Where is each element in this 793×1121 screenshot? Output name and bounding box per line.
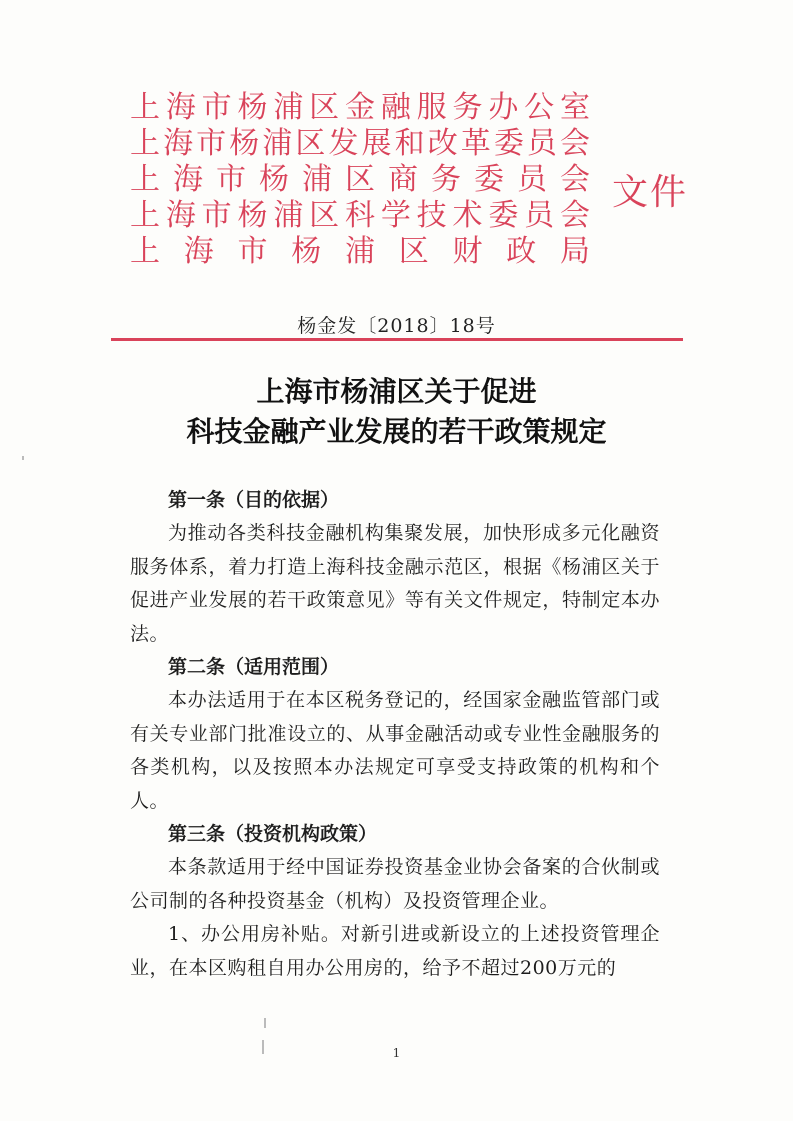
red-divider-line <box>111 338 683 341</box>
issuer-line: 上海市杨浦区商务委员会 <box>130 162 590 197</box>
issuer-line: 上海市杨浦区科学技术委员会 <box>130 198 590 233</box>
scan-mark <box>264 1018 266 1028</box>
title-line-2: 科技金融产业发展的若干政策规定 <box>186 415 607 448</box>
article-heading: 第三条（投资机构政策） <box>168 823 378 846</box>
document-label: 文件 <box>612 172 689 213</box>
article-paragraph: 本办法适用于在本区税务登记的，经国家金融监管部门或有关专业部门批准设立的、从事金融活动或专业性金融服务的各类机构，以及按照本办法规定可享受支持政策的机构和个人。 <box>130 689 660 812</box>
article-heading: 第二条（适用范围） <box>168 656 340 679</box>
article-paragraph: 为推动各类科技金融机构集聚发展，加快形成多元化融资服务体系，着力打造上海科技金融示范区，根据《杨浦区关于促进产业发展的若干政策意见》等有关文件规定，特制定本办法。 <box>130 522 660 645</box>
scan-mark <box>22 456 24 460</box>
issuer-line: 上海市杨浦区金融服务办公室 <box>130 90 590 125</box>
document-body <box>130 484 660 985</box>
issuer-block <box>130 90 590 270</box>
issuer-line: 上海市杨浦区发展和改革委员会 <box>130 126 590 161</box>
article-paragraph: 1、办公用房补贴。对新引进或新设立的上述投资管理企业，在本区购租自用办公用房的，给予不超过200万元的 <box>130 923 660 979</box>
article-heading: 第一条（目的依据） <box>168 489 340 511</box>
document-title <box>0 372 793 452</box>
page-number: 1 <box>392 1046 401 1060</box>
scan-mark <box>262 1040 264 1054</box>
article-paragraph: 本条款适用于经中国证券投资基金业协会备案的合伙制或公司制的各种投资基金（机构）及投资管理企业。 <box>130 856 660 912</box>
title-line-1: 上海市杨浦区关于促进 <box>256 375 537 408</box>
document-number: 杨金发〔2018〕18号 <box>297 315 496 337</box>
issuer-line: 上海市杨浦区财政局 <box>130 234 590 269</box>
